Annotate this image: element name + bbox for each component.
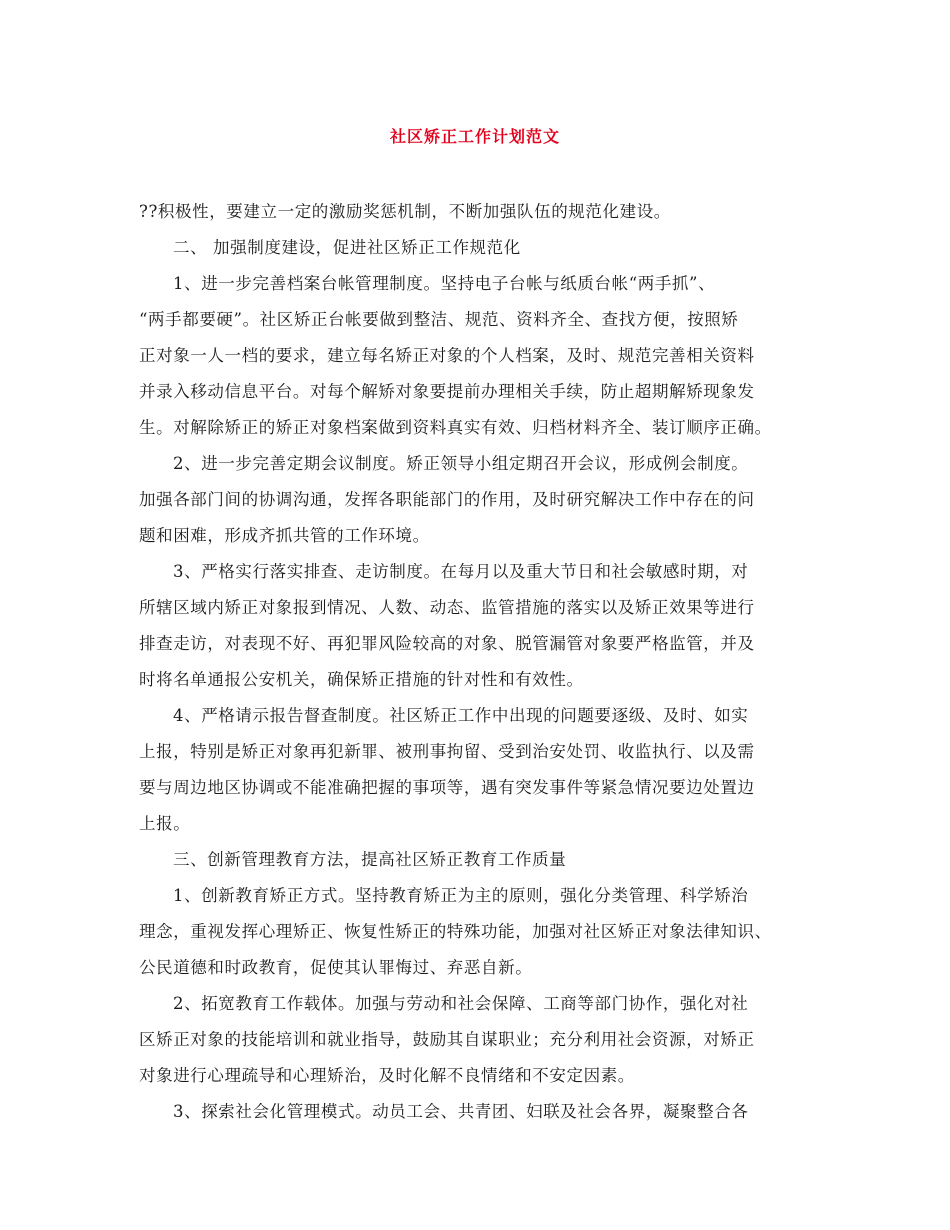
text-line: 上报，特别是矫正对象再犯新罪、被刑事拘留、受到治安处罚、收监执行、以及需 bbox=[139, 742, 755, 761]
text-line: 生。对解除矫正的矫正对象档案做到资料真实有效、归档材料齐全、装订顺序正确。 bbox=[139, 418, 772, 437]
text-line: 1、进一步完善档案台帐管理制度。坚持电子台帐与纸质台帐“两手抓”、 bbox=[173, 274, 716, 293]
text-line: 时将名单通报公安机关，确保矫正措施的针对性和有效性。 bbox=[139, 670, 584, 689]
text-line: 上报。 bbox=[139, 814, 191, 833]
text-line: 2、进一步完善定期会议制度。矫正领导小组定期召开会议，形成例会制度。 bbox=[173, 454, 749, 473]
text-line: 排查走访，对表现不好、再犯罪风险较高的对象、脱管漏管对象要严格监管，并及 bbox=[139, 634, 755, 653]
text-line: 4、严格请示报告督查制度。社区矫正工作中出现的问题要逐级、及时、如实 bbox=[173, 706, 749, 725]
text-line: 理念，重视发挥心理矫正、恢复性矫正的特殊功能，加强对社区矫正对象法律知识、 bbox=[139, 922, 772, 941]
text-line: 所辖区域内矫正对象报到情况、人数、动态、监管措施的落实以及矫正效果等进行 bbox=[139, 598, 755, 617]
text-line: 对象进行心理疏导和心理矫治，及时化解不良情绪和不安定因素。 bbox=[139, 1066, 635, 1085]
text-line: 1、创新教育矫正方式。坚持教育矫正为主的原则，强化分类管理、科学矫治 bbox=[173, 886, 749, 905]
text-line: 题和困难，形成齐抓共管的工作环境。 bbox=[139, 526, 430, 545]
text-line: 二、 加强制度建设，促进社区矫正工作规范化 bbox=[173, 238, 521, 257]
text-line: 三、创新管理教育方法，提高社区矫正教育工作质量 bbox=[173, 850, 567, 869]
text-line: 区矫正对象的技能培训和就业指导，鼓励其自谋职业；充分利用社会资源，对矫正 bbox=[139, 1030, 755, 1049]
text-line: 3、探索社会化管理模式。动员工会、共青团、妇联及社会各界，凝聚整合各 bbox=[173, 1102, 749, 1121]
text-line: 加强各部门间的协调沟通，发挥各职能部门的作用，及时研究解决工作中存在的问 bbox=[139, 490, 755, 509]
text-line: 2、拓宽教育工作载体。加强与劳动和社会保障、工商等部门协作，强化对社 bbox=[173, 994, 749, 1013]
document-body bbox=[139, 194, 815, 1130]
text-line: 3、严格实行落实排查、走访制度。在每月以及重大节日和社会敏感时期，对 bbox=[173, 562, 749, 581]
text-line: 正对象一人一档的要求，建立每名矫正对象的个人档案，及时、规范完善相关资料 bbox=[139, 346, 755, 365]
text-line: 公民道德和时政教育，促使其认罪悔过、弃恶自新。 bbox=[139, 958, 533, 977]
text-line: 并录入移动信息平台。对每个解矫对象要提前办理相关手续，防止超期解矫现象发 bbox=[139, 382, 755, 401]
text-line: ??积极性，要建立一定的激励奖惩机制，不断加强队伍的规范化建设。 bbox=[139, 202, 671, 221]
document-title: 社区矫正工作计划范文 bbox=[389, 127, 560, 146]
text-line: “两手都要硬”。社区矫正台帐要做到整洁、规范、资料齐全、查找方便，按照矫 bbox=[139, 310, 739, 329]
text-line: 要与周边地区协调或不能准确把握的事项等，遇有突发事件等紧急情况要边处置边 bbox=[139, 778, 755, 797]
